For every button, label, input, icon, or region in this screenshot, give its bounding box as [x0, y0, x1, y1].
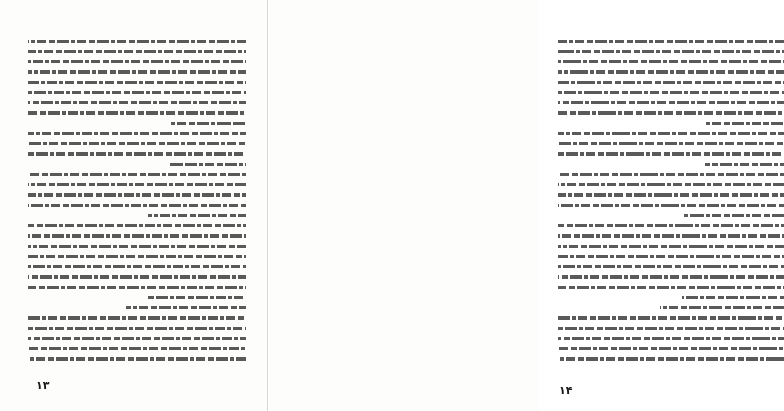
text-line	[558, 323, 784, 333]
illegible-text-placeholder	[170, 122, 246, 125]
text-line	[558, 344, 784, 354]
text-line	[28, 292, 246, 302]
illegible-text-placeholder	[558, 60, 784, 63]
text-line	[28, 77, 246, 87]
illegible-text-placeholder	[28, 91, 246, 94]
illegible-text-placeholder	[28, 81, 246, 84]
text-line	[28, 159, 246, 169]
text-line	[558, 159, 784, 169]
text-line	[558, 67, 784, 77]
text-line	[28, 118, 246, 128]
text-line	[558, 36, 784, 46]
illegible-text-placeholder	[558, 193, 784, 196]
text-line	[28, 169, 246, 179]
illegible-text-placeholder	[28, 70, 246, 73]
illegible-text-placeholder	[28, 357, 246, 360]
illegible-text-placeholder	[558, 81, 784, 84]
text-line	[28, 354, 246, 364]
illegible-text-placeholder	[558, 152, 784, 155]
text-line	[28, 313, 246, 323]
text-line	[558, 292, 784, 302]
illegible-text-placeholder	[558, 337, 784, 340]
illegible-text-placeholder	[28, 224, 246, 227]
text-line	[28, 221, 246, 231]
illegible-text-placeholder	[28, 50, 246, 53]
text-line	[558, 87, 784, 97]
text-line	[28, 36, 246, 46]
text-line	[28, 251, 246, 261]
illegible-text-placeholder	[558, 91, 784, 94]
text-line	[558, 354, 784, 364]
text-line	[558, 303, 784, 313]
illegible-text-placeholder	[558, 101, 784, 104]
illegible-text-placeholder	[28, 245, 246, 248]
text-line	[558, 231, 784, 241]
text-line	[28, 139, 246, 149]
text-line	[28, 241, 246, 251]
text-line	[28, 108, 246, 118]
illegible-text-placeholder	[28, 327, 246, 330]
illegible-text-placeholder	[28, 132, 246, 135]
text-line	[28, 333, 246, 343]
text-line	[28, 98, 246, 108]
illegible-text-placeholder	[558, 265, 784, 268]
text-line	[558, 46, 784, 56]
text-line	[28, 149, 246, 159]
text-line	[558, 180, 784, 190]
illegible-text-placeholder	[28, 316, 246, 319]
text-line	[28, 262, 246, 272]
text-line	[558, 200, 784, 210]
illegible-text-placeholder	[28, 183, 246, 186]
illegible-text-placeholder	[28, 60, 246, 63]
illegible-text-placeholder	[660, 306, 784, 309]
text-line	[28, 282, 246, 292]
right-page-text	[558, 36, 784, 364]
text-line	[558, 98, 784, 108]
text-line	[558, 333, 784, 343]
illegible-text-placeholder	[558, 327, 784, 330]
illegible-text-placeholder	[28, 173, 246, 176]
illegible-text-placeholder	[558, 357, 784, 360]
text-line	[558, 262, 784, 272]
text-line	[28, 190, 246, 200]
illegible-text-placeholder	[28, 204, 246, 207]
illegible-text-placeholder	[28, 193, 246, 196]
illegible-text-placeholder	[170, 163, 246, 166]
illegible-text-placeholder	[28, 265, 246, 268]
illegible-text-placeholder	[558, 173, 784, 176]
text-line	[558, 57, 784, 67]
text-line	[28, 231, 246, 241]
illegible-text-placeholder	[28, 40, 246, 43]
illegible-text-placeholder	[558, 40, 784, 43]
illegible-text-placeholder	[558, 275, 784, 278]
illegible-text-placeholder	[28, 152, 246, 155]
illegible-text-placeholder	[148, 296, 246, 299]
illegible-text-placeholder	[28, 337, 246, 340]
illegible-text-placeholder	[558, 183, 784, 186]
text-line	[558, 108, 784, 118]
text-line	[558, 128, 784, 138]
right-page	[270, 0, 573, 411]
illegible-text-placeholder	[682, 296, 784, 299]
illegible-text-placeholder	[558, 132, 784, 135]
illegible-text-placeholder	[558, 245, 784, 248]
illegible-text-placeholder	[558, 142, 784, 145]
text-line	[28, 46, 246, 56]
illegible-text-placeholder	[558, 286, 784, 289]
text-line	[558, 282, 784, 292]
text-line	[558, 221, 784, 231]
illegible-text-placeholder	[558, 224, 784, 227]
text-line	[558, 272, 784, 282]
text-line	[558, 118, 784, 128]
text-line	[28, 303, 246, 313]
illegible-text-placeholder	[558, 70, 784, 73]
illegible-text-placeholder	[558, 234, 784, 237]
text-line	[28, 344, 246, 354]
text-line	[558, 251, 784, 261]
text-line	[28, 210, 246, 220]
left-page-number: ۱۳	[36, 379, 50, 392]
right-page-number: ۱۴	[559, 384, 573, 397]
text-line	[28, 180, 246, 190]
illegible-text-placeholder	[558, 255, 784, 258]
illegible-text-placeholder	[28, 255, 246, 258]
text-line	[28, 67, 246, 77]
illegible-text-placeholder	[28, 234, 246, 237]
illegible-text-placeholder	[558, 204, 784, 207]
text-line	[558, 241, 784, 251]
illegible-text-placeholder	[148, 214, 246, 217]
illegible-text-placeholder	[558, 50, 784, 53]
text-line	[558, 210, 784, 220]
text-line	[558, 190, 784, 200]
text-line	[28, 57, 246, 67]
text-line	[28, 200, 246, 210]
illegible-text-placeholder	[558, 111, 784, 114]
illegible-text-placeholder	[28, 142, 246, 145]
text-line	[558, 77, 784, 87]
text-line	[28, 272, 246, 282]
illegible-text-placeholder	[28, 275, 246, 278]
illegible-text-placeholder	[126, 306, 246, 309]
illegible-text-placeholder	[28, 347, 246, 350]
text-line	[558, 149, 784, 159]
left-page	[0, 0, 268, 411]
illegible-text-placeholder	[705, 122, 784, 125]
illegible-text-placeholder	[28, 101, 246, 104]
text-line	[28, 323, 246, 333]
text-line	[28, 128, 246, 138]
text-line	[28, 87, 246, 97]
illegible-text-placeholder	[28, 111, 246, 114]
illegible-text-placeholder	[558, 316, 784, 319]
left-page-text	[28, 36, 246, 364]
text-line	[558, 169, 784, 179]
illegible-text-placeholder	[682, 214, 784, 217]
illegible-text-placeholder	[28, 286, 246, 289]
text-line	[558, 139, 784, 149]
illegible-text-placeholder	[705, 163, 784, 166]
illegible-text-placeholder	[558, 347, 784, 350]
text-line	[558, 313, 784, 323]
